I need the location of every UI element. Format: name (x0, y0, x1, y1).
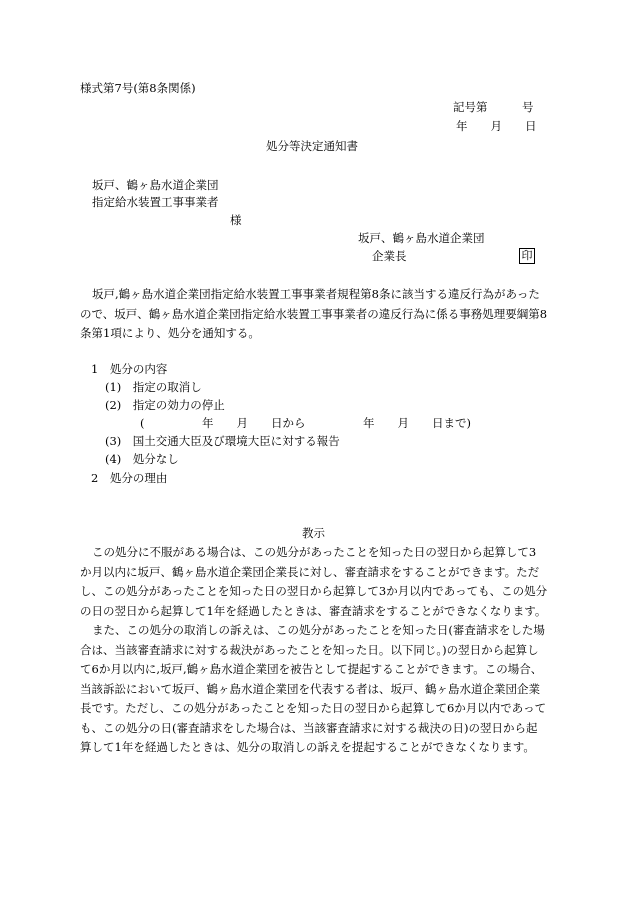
body-line: ので、坂戸、鶴ヶ島水道企業団指定給水装置工事事業者の違反行為に係る事務処理要綱第8 (80, 306, 548, 321)
recipient-role: 指定給水装置工事事業者 (92, 195, 219, 209)
issue-date: 年 月 日 (456, 119, 537, 133)
notice-line: し、この処分があったことを知った日の翌日から起算して3か月以内であっても、この処分 (80, 584, 548, 598)
item-no-action: (4) 処分なし (105, 452, 179, 466)
recipient-honorific: 様 (230, 213, 242, 227)
item-report: (3) 国土交通大臣及び環境大臣に対する報告 (105, 434, 340, 448)
notice-line: て6か月以内に,坂戸,鶴ヶ島水道企業団を被告として提起することができます。この場合、 (80, 662, 543, 676)
notice-line: も、この処分の日(審査請求をした場合は、当該審査請求に対する裁決の日)の翌日から起 (80, 720, 538, 735)
body-line: 坂戸,鶴ヶ島水道企業団指定給水装置工事事業者規程第8条に該当する違反行為があった (92, 287, 540, 301)
notice-line: 長です。ただし、この処分があったことを知った日の翌日から起算して6か月以内であって (80, 701, 547, 715)
sender-position: 企業長 (372, 249, 407, 263)
section-reason-heading: 2 処分の理由 (91, 471, 168, 485)
sender-org: 坂戸、鶴ヶ島水道企業団 (358, 231, 485, 245)
body-paragraph (80, 285, 547, 344)
notice-line: の日の翌日から起算して1年を経過したときは、審査請求をすることができなくなります。 (80, 603, 547, 618)
notice-paragraph-1 (80, 543, 547, 621)
notice-paragraph-2 (80, 621, 546, 758)
notice-line: 当該訴訟において坂戸、鶴ヶ島水道企業団を代表する者は、坂戸、鶴ヶ島水道企業団企業 (80, 681, 540, 696)
notice-line: 算して1年を経過したときは、処分の取消しの訴えを提起することができなくなります。 (80, 740, 535, 754)
notice-heading: 教示 (302, 526, 325, 540)
recipient-org: 坂戸、鶴ヶ島水道企業団 (92, 178, 219, 192)
form-number: 様式第7号(第8条関係) (80, 81, 196, 95)
notice-line: また、この処分の取消しの訴えは、この処分があったことを知った日(審査請求をした場 (92, 623, 545, 637)
notice-line: 合は、当該審査請求に対する裁決があったことを知った日。以下同じ。)の翌日から起算し (80, 642, 539, 657)
body-line: 条第1項により、処分を通知する。 (80, 326, 260, 340)
item-suspension: (2) 指定の効力の停止 (105, 398, 225, 412)
seal-mark: 印 (519, 248, 535, 264)
suspension-period: ( 年 月 日から 年 月 日まで) (140, 416, 471, 430)
document-title: 処分等決定通知書 (266, 139, 358, 153)
notice-line: か月以内に坂戸、鶴ヶ島水道企業団企業長に対し、審査請求をすることができます。ただ (80, 564, 540, 579)
section-content-heading: 1 処分の内容 (91, 362, 168, 376)
record-number: 記号第 号 (453, 100, 534, 114)
notice-line: この処分に不服がある場合は、この処分があったことを知った日の翌日から起算して3 (92, 545, 537, 559)
item-revocation: (1) 指定の取消し (105, 380, 202, 394)
